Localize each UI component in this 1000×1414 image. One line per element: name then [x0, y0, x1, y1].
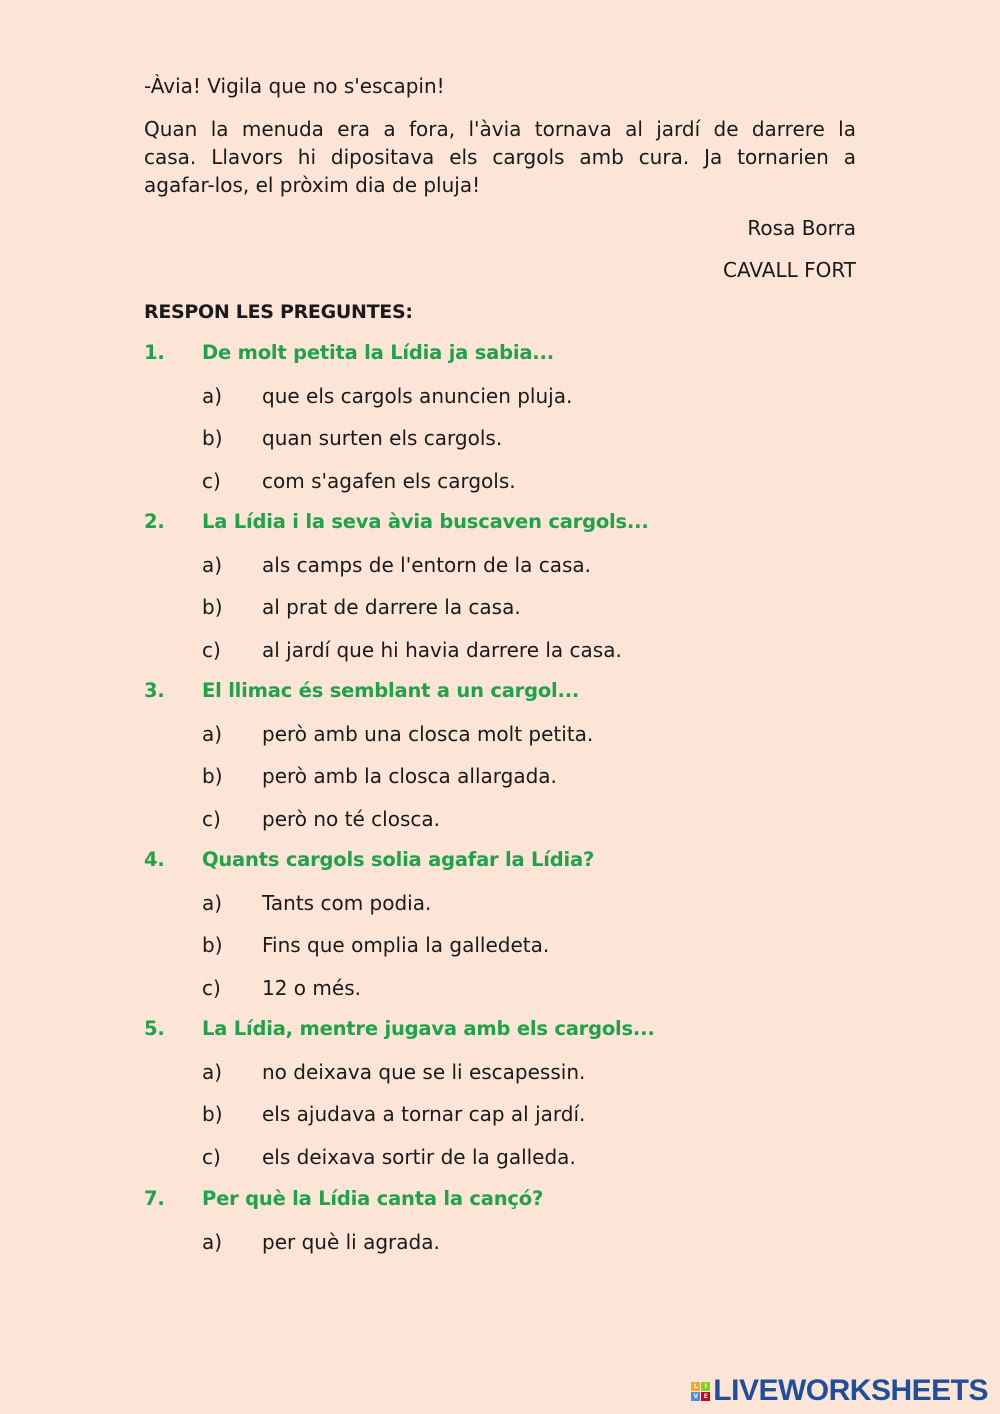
question-block	[144, 679, 856, 835]
answer-option[interactable]	[144, 384, 856, 412]
question-number: 7.	[144, 1187, 165, 1210]
question-number: 4.	[144, 848, 165, 871]
option-text: però no té closca.	[262, 806, 440, 831]
answer-option[interactable]	[144, 553, 856, 581]
question-block	[144, 1187, 856, 1258]
option-letter: b)	[202, 933, 223, 957]
question-title	[144, 1017, 856, 1045]
option-text: que els cargols anuncien pluja.	[262, 383, 573, 408]
story-dialogue-line: -Àvia! Vigila que no s'escapin!	[144, 74, 445, 98]
liveworksheets-logo-text: LIVEWORKSHEETS	[713, 1374, 988, 1407]
logo-mark-letter: E	[701, 1392, 710, 1401]
question-text: La Lídia, mentre jugava amb els cargols...	[202, 1017, 655, 1040]
question-number: 3.	[144, 679, 165, 702]
option-letter: a)	[202, 383, 223, 408]
answer-option[interactable]	[144, 1102, 856, 1130]
question-block	[144, 341, 856, 497]
option-letter: c)	[202, 975, 221, 1000]
logo-mark-letter: V	[691, 1392, 700, 1401]
answer-option[interactable]	[144, 638, 856, 666]
answer-option[interactable]	[144, 595, 856, 623]
question-block	[144, 848, 856, 1004]
questions-heading: RESPON LES PREGUNTES:	[144, 301, 413, 323]
option-text: però amb una closca molt petita.	[262, 721, 594, 746]
option-letter: b)	[202, 764, 223, 788]
option-text: Tants com podia.	[262, 890, 432, 915]
logo-mark-letter: L	[691, 1382, 700, 1391]
option-text: Fins que omplia la galledeta.	[262, 933, 550, 957]
question-number: 2.	[144, 510, 165, 533]
option-letter: c)	[202, 637, 221, 662]
answer-option[interactable]	[144, 933, 856, 961]
answer-option[interactable]	[144, 1145, 856, 1173]
story-paragraph-line: agafar-los, el pròxim dia de pluja!	[144, 173, 481, 197]
answer-option[interactable]	[144, 426, 856, 454]
question-text: El llimac és semblant a un cargol...	[202, 679, 580, 702]
option-text: per què li agrada.	[262, 1229, 440, 1254]
answer-option[interactable]	[144, 1230, 856, 1258]
option-letter: a)	[202, 552, 223, 577]
question-number: 1.	[144, 341, 165, 364]
story-paragraph-line: Quan la menuda era a fora, l'àvia tornava al jardí de darrere la	[144, 117, 856, 141]
option-letter: a)	[202, 1059, 223, 1084]
liveworksheets-logo	[691, 1376, 988, 1406]
logo-mark-letter: I	[701, 1382, 710, 1391]
question-title	[144, 1187, 856, 1215]
question-title	[144, 848, 856, 876]
question-number: 5.	[144, 1017, 165, 1040]
liveworksheets-logo-mark-icon	[691, 1382, 710, 1401]
answer-option[interactable]	[144, 1060, 856, 1088]
answer-option[interactable]	[144, 807, 856, 835]
question-title	[144, 341, 856, 369]
question-title	[144, 510, 856, 538]
question-text: La Lídia i la seva àvia buscaven cargols...	[202, 510, 649, 533]
option-text: quan surten els cargols.	[262, 426, 503, 450]
story-paragraph	[144, 115, 856, 199]
story-source: CAVALL FORT	[723, 258, 856, 282]
option-text: els deixava sortir de la galleda.	[262, 1144, 576, 1169]
question-block	[144, 1017, 856, 1173]
option-letter: c)	[202, 806, 221, 831]
option-letter: a)	[202, 1229, 223, 1254]
option-text: al prat de darrere la casa.	[262, 595, 521, 619]
answer-option[interactable]	[144, 976, 856, 1004]
question-text: Per què la Lídia canta la cançó?	[202, 1187, 544, 1210]
option-text: els ajudava a tornar cap al jardí.	[262, 1102, 586, 1126]
option-letter: a)	[202, 721, 223, 746]
question-text: De molt petita la Lídia ja sabia...	[202, 341, 554, 364]
option-text: però amb la closca allargada.	[262, 764, 557, 788]
answer-option[interactable]	[144, 891, 856, 919]
option-letter: b)	[202, 1102, 223, 1126]
option-letter: b)	[202, 426, 223, 450]
answer-option[interactable]	[144, 764, 856, 792]
answer-option[interactable]	[144, 722, 856, 750]
option-text: 12 o més.	[262, 975, 361, 1000]
story-author: Rosa Borra	[747, 216, 856, 240]
option-letter: c)	[202, 1144, 221, 1169]
question-text: Quants cargols solia agafar la Lídia?	[202, 848, 595, 871]
option-text: al jardí que hi havia darrere la casa.	[262, 637, 622, 662]
option-letter: c)	[202, 468, 221, 493]
option-letter: a)	[202, 890, 223, 915]
question-block	[144, 510, 856, 666]
option-text: com s'agafen els cargols.	[262, 468, 516, 493]
question-title	[144, 679, 856, 707]
option-text: no deixava que se li escapessin.	[262, 1059, 586, 1084]
answer-option[interactable]	[144, 469, 856, 497]
option-text: als camps de l'entorn de la casa.	[262, 552, 591, 577]
story-paragraph-line: casa. Llavors hi dipositava els cargols amb cura. Ja tornarien a	[144, 145, 856, 169]
option-letter: b)	[202, 595, 223, 619]
